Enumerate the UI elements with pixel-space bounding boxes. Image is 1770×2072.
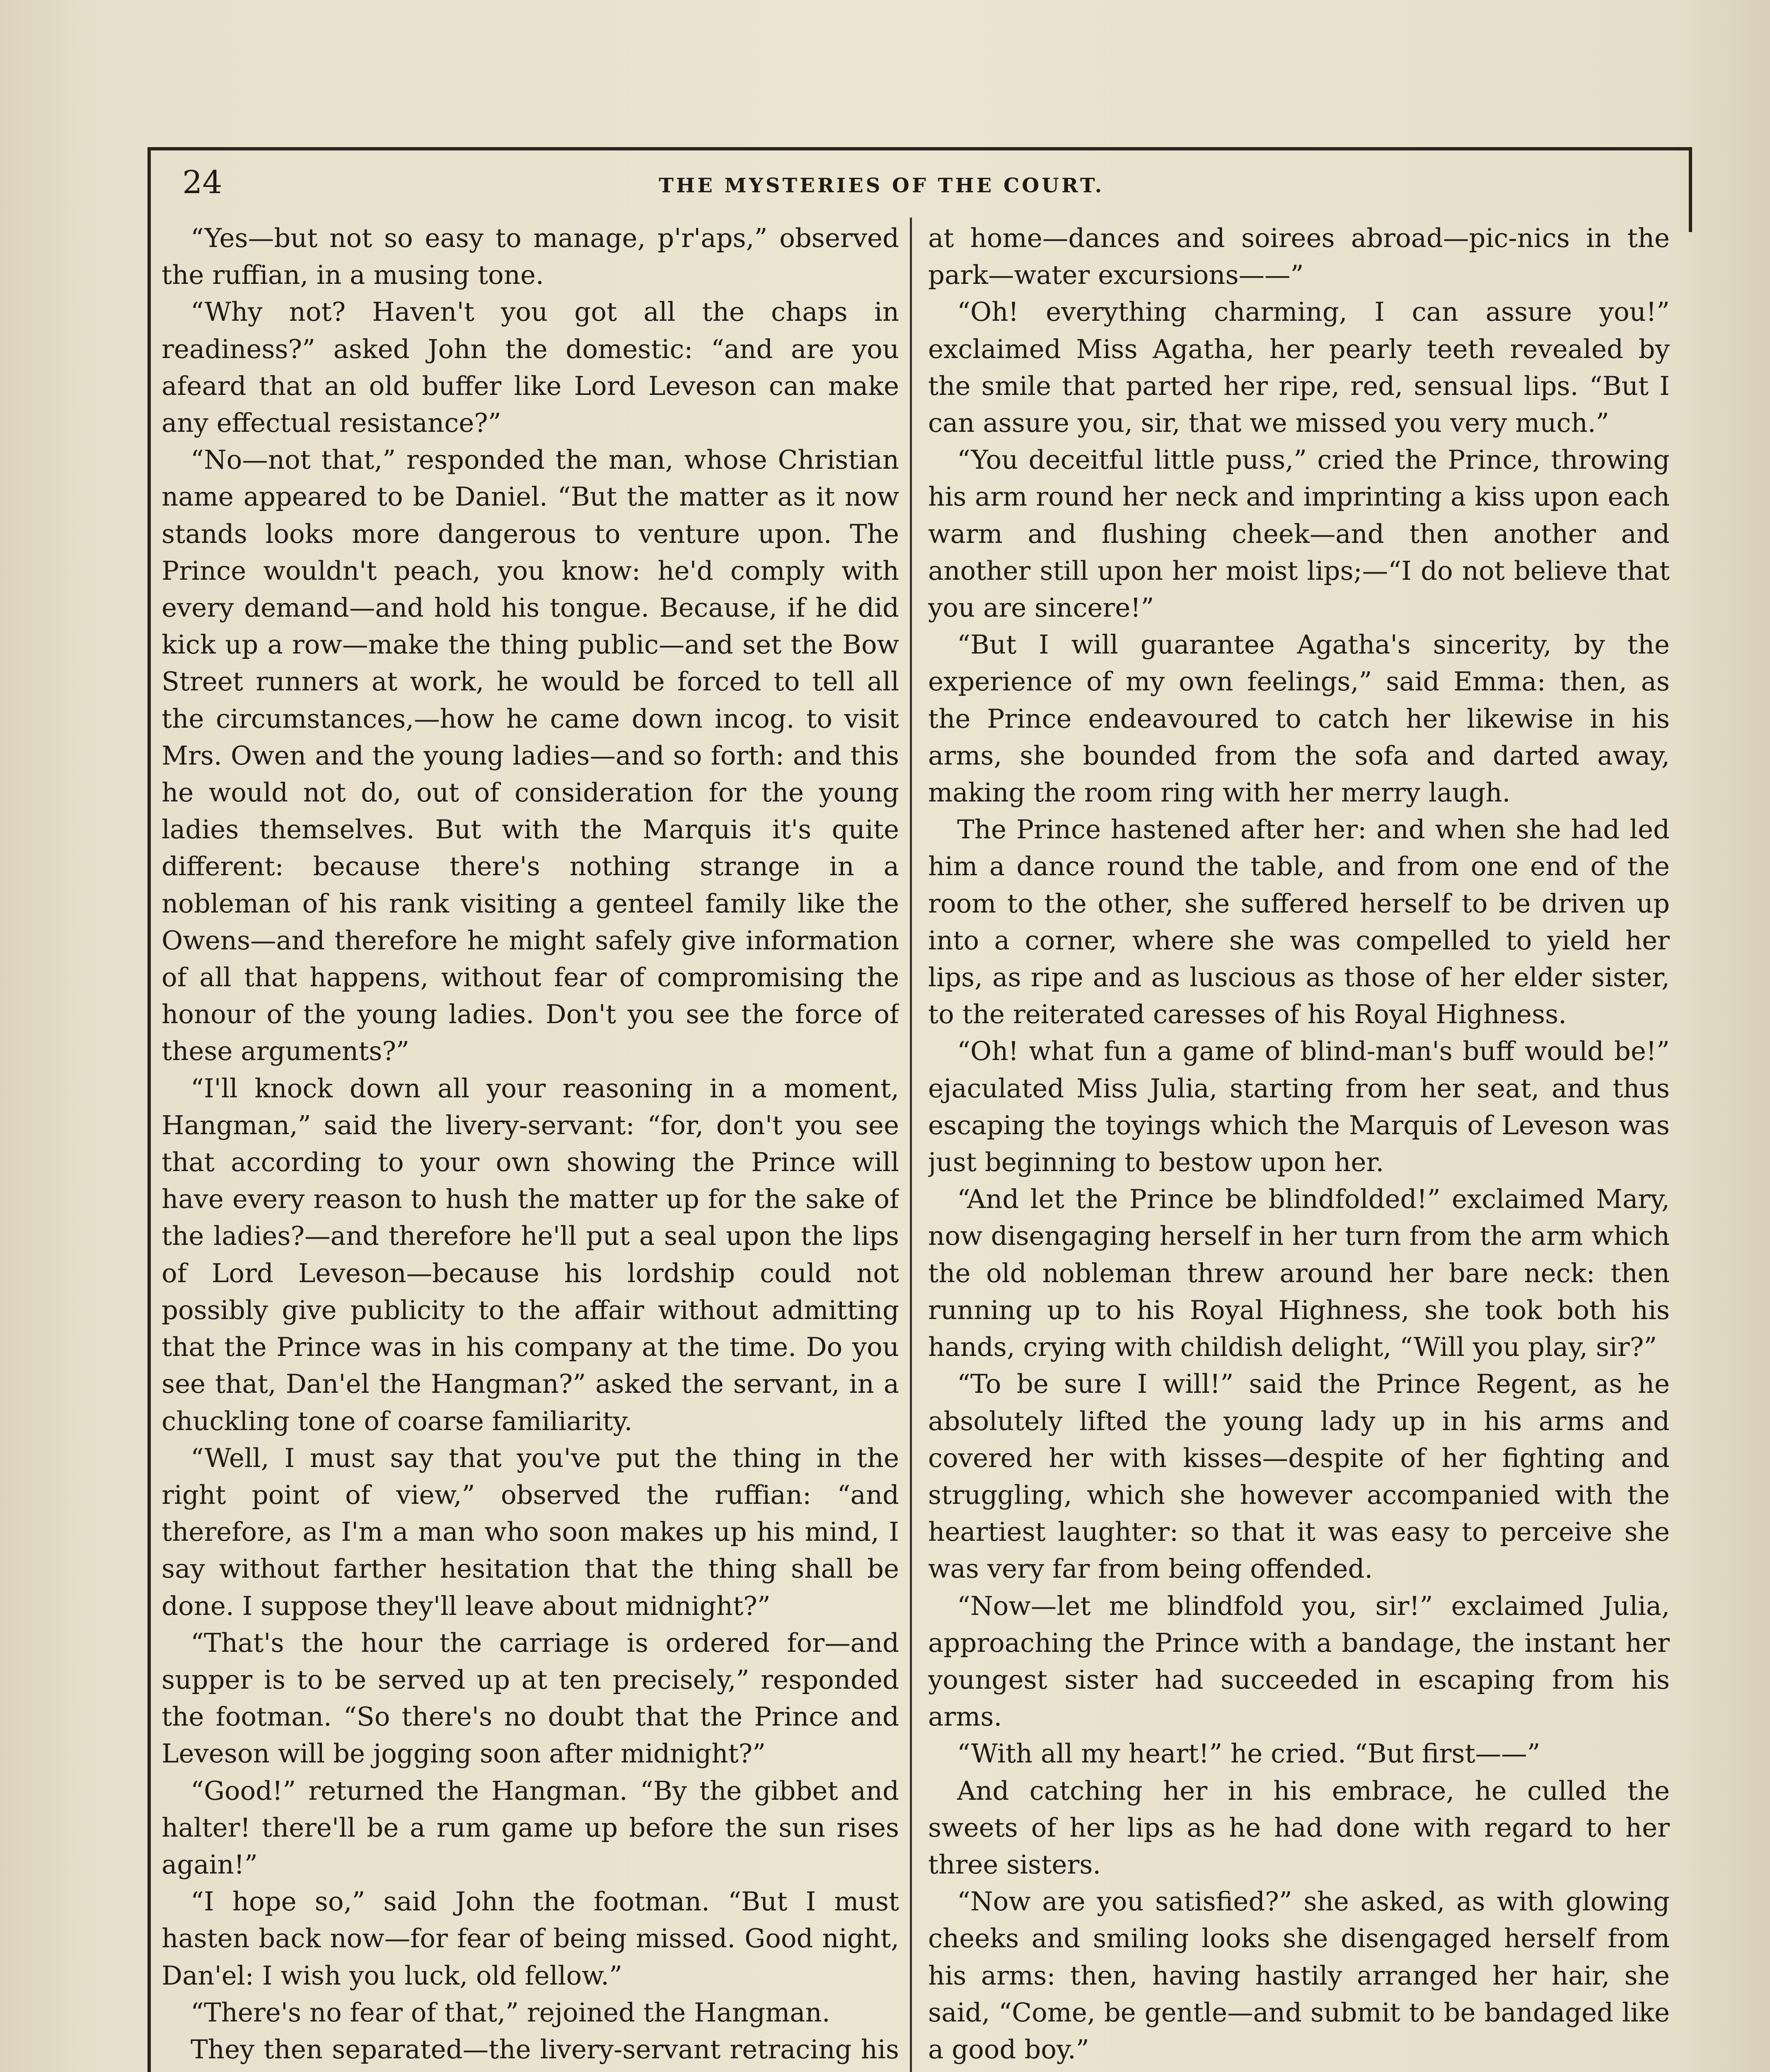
left-rule <box>148 147 151 2072</box>
paragraph: “No—not that,” responded the man, whose Christian name appeared to be Daniel. “But the matter as it now stands looks more dangerous to venture upon. The Prince wouldn't peach, you know: he'd comply with every demand—and hold his tongue. Because, if he did kick up a row—make the thing public—and set the Bow Street runners at work, he would be forced to tell all the circumstances,—how he came down incog. to visit Mrs. Owen and the young ladies—and so forth: and this he would not do, out of consideration for the young ladies themselves. But with the Marquis it's quite different: because there's nothing strange in a nobleman of his rank visiting a genteel family like the Owens—and therefore he might safely give information of all that happens, without fear of compromising the honour of the young ladies. Don't you see the force of these arguments?” <box>162 445 899 1067</box>
paragraph: “Now are you satisfied?” she asked, as with glowing cheeks and smiling looks she disengaged herself from his arms: then, having hastily arranged her hair, she said, “Come, be gentle—and submit to be bandaged like a good boy.” <box>928 1886 1670 2065</box>
paragraph: “Yes—but not so easy to manage, p'r'aps,” observed the ruffian, in a musing tone. <box>162 223 899 290</box>
paragraph: “And let the Prince be blindfolded!” exclaimed Mary, now disengaging herself in her turn from the arm which the old nobleman threw around her bare neck: then running up to his Royal Highness, she took both his hands, crying with childish delight, “Will you play, sir?” <box>928 1184 1670 1363</box>
paragraph: “Why not? Haven't you got all the chaps in readiness?” asked John the domestic: “and are you afeard that an old buffer like Lord Leveson can make any effectual resistance?” <box>162 297 899 438</box>
paragraph: “Good!” returned the Hangman. “By the gibbet and halter! there'll be a rum game up before the sun rises again!” <box>162 1775 899 1880</box>
paragraph: “Well, I must say that you've put the thing in the right point of view,” observed the ruffian: “and therefore, as I'm a man who soon makes up his mind, I say without farther hesitation that the thing shall be done. I suppose they'll leave about midnight?” <box>162 1443 899 1621</box>
paragraph: “I'll knock down all your reasoning in a moment, Hangman,” said the livery-servant: “for, don't you see that according to your own showing the Prince will have every reason to hush the matter up for the sake of the ladies?—and therefore he'll put a seal upon the lips of Lord Leveson—because his lordship could not possibly give publicity to the affair without admitting that the Prince was in his company at the time. Do you see that, Dan'el the Hangman?” asked the servant, in a chuckling tone of coarse familiarity. <box>162 1073 899 1436</box>
paragraph <box>928 2068 1670 2072</box>
paragraph: “I hope so,” said John the footman. “But I must hasten back now—for fear of being missed. Good night, Dan'el: I wish you luck, old fellow.” <box>162 1886 899 1991</box>
page-header <box>182 160 1674 209</box>
paragraph-continuation: at home—dances and soirees abroad—pic-nics in the park—water excursions——” <box>928 223 1670 290</box>
paragraph: And catching her in his embrace, he culled the sweets of her lips as he had done with regard to her three sisters. <box>928 1775 1670 1880</box>
paragraph: “But I will guarantee Agatha's sincerity, by the experience of my own feelings,” said Emma: then, as the Prince endeavoured to catch her likewise in his arms, she bounded from the sofa and darted away, making the room ring with her merry laugh. <box>928 629 1670 808</box>
paragraph: “Now—let me blindfold you, sir!” exclaimed Julia, approaching the Prince with a bandage, the instant her youngest sister had succeeded in escaping from his arms. <box>928 1590 1670 1732</box>
paragraph: “To be sure I will!” said the Prince Regent, as he absolutely lifted the young lady up in his arms and covered her with kisses—despite of her fighting and struggling, which she however accompanied with the heartiest laughter: so that it was easy to perceive she was very far from being offended. <box>928 1369 1670 1584</box>
paragraph: “You deceitful little puss,” cried the Prince, throwing his arm round her neck and imprinting a kiss upon each warm and flushing cheek—and then another and another still upon her moist lips;—“I do not believe that you are sincere!” <box>928 445 1670 623</box>
page-number: 24 <box>182 164 222 201</box>
paragraph: “Oh! everything charming, I can assure you!” exclaimed Miss Agatha, her pearly teeth revealed by the smile that parted her ripe, red, sensual lips. “But I can assure you, sir, that we missed you very much.” <box>928 297 1670 438</box>
top-rule <box>149 147 1690 150</box>
paragraph: “With all my heart!” he cried. “But first——” <box>957 1738 1540 1769</box>
left-column <box>162 220 899 2072</box>
right-column <box>928 220 1670 2072</box>
paragraph: “That's the hour the carriage is ordered for—and supper is to be served up at ten precisely,” responded the footman. “So there's no doubt that the Prince and Leveson will be jogging soon after midnight?” <box>162 1627 899 1769</box>
paragraph: The Prince hastened after her: and when she had led him a dance round the table, and from one end of the room to the other, she suffered herself to be driven up into a corner, where she was compelled to yield her lips, as ripe and as luscious as those of her elder sister, to the reiterated caresses of his Royal Highness. <box>928 814 1670 1030</box>
paragraph: They then separated—the livery-servant retracing his <box>191 2034 899 2065</box>
paragraph: “Oh! what fun a game of blind-man's buff would be!” ejaculated Miss Julia, starting from her seat, and thus escaping the toyings which the Marquis of Leveson was just beginning to bestow upon her. <box>928 1036 1670 1178</box>
paragraph: “There's no fear of that,” rejoined the Hangman. <box>191 1997 830 2028</box>
right-rule <box>1689 147 1692 232</box>
running-head: THE MYSTERIES OF THE COURT. <box>659 174 1105 197</box>
column-divider <box>910 218 912 2072</box>
